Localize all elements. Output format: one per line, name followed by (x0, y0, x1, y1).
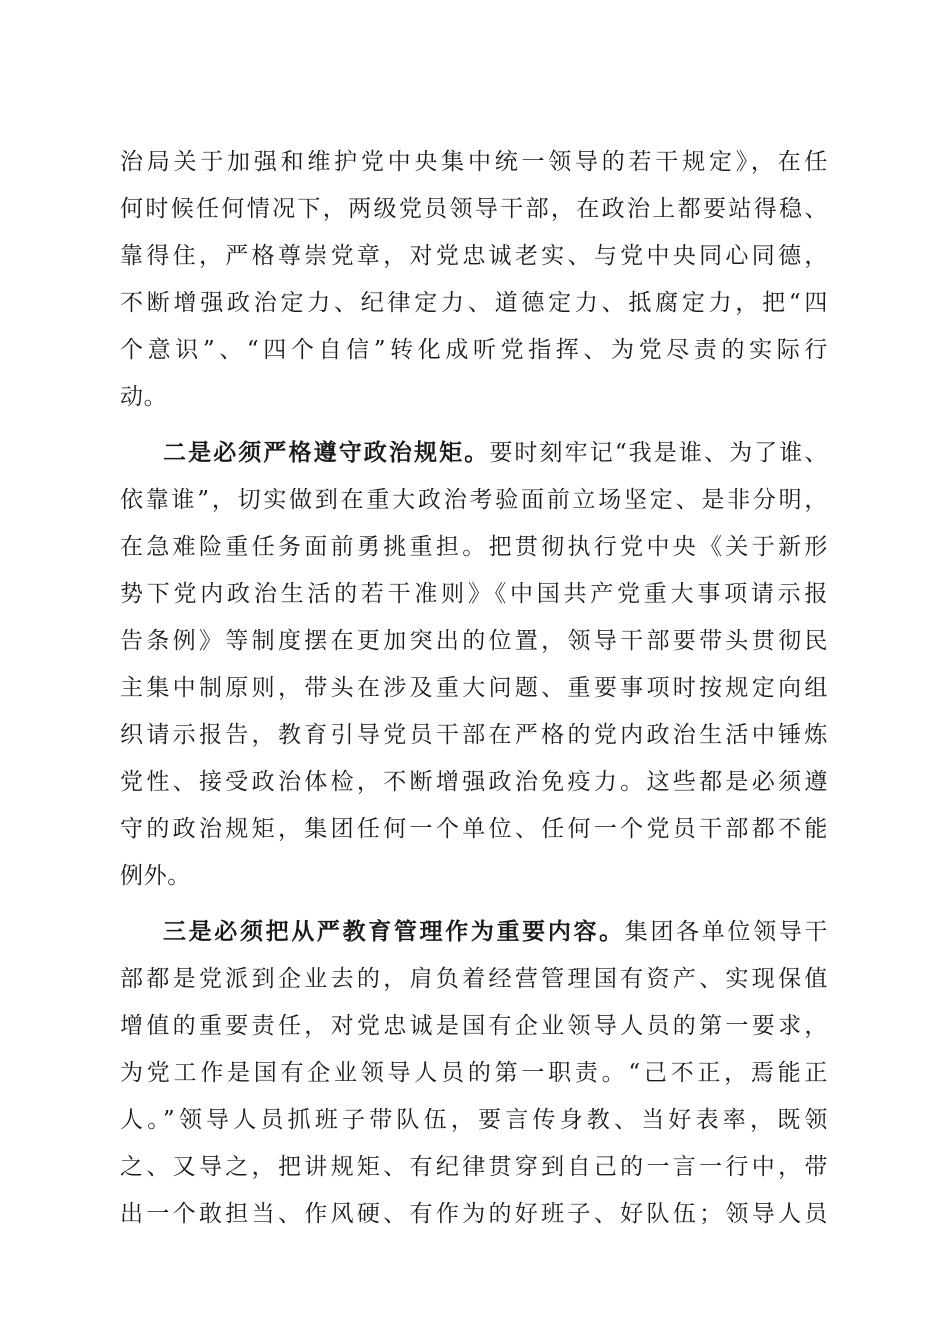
paragraph-2-heading: 二是必须严格遵守政治规矩。 (163, 439, 490, 466)
paragraph-3-line-2: 部都是党派到企业去的，肩负着经营管理国有资产、实现保值 (120, 966, 828, 992)
paragraph-3-line-6: 之、又导之，把讲规矩、有纪律贯穿到自己的一言一行中，带 (120, 1154, 828, 1180)
paragraph-2-line-8: 党性、接受政治体检，不断增强政治免疫力。这些都是必须遵 (120, 769, 828, 795)
paragraph-1-line-4: 不断增强政治定力、纪律定力、道德定力、抵腐定力，把“四 (120, 290, 828, 316)
paragraph-2-line-5: 告条例》等制度摆在更加突出的位置，领导干部要带头贯彻民 (120, 628, 828, 654)
paragraph-2-line-10: 例外。 (120, 863, 191, 889)
paragraph-3-first-line-text: 集团各单位领导干 (624, 919, 828, 945)
paragraph-2-line-2: 依靠谁”，切实做到在重大政治考验面前立场坚定、是非分明， (120, 487, 828, 513)
paragraph-3-heading: 三是必须把从严教育管理作为重要内容。 (163, 918, 625, 945)
paragraph-2-line-1 (163, 438, 828, 468)
paragraph-1-line-2: 何时候任何情况下，两级党员领导干部，在政治上都要站得稳、 (120, 196, 828, 222)
paragraph-3-line-7: 出一个敢担当、作风硬、有作为的好班子、好队伍；领导人员 (120, 1201, 828, 1227)
paragraph-2-line-4: 势下党内政治生活的若干准则》《中国共产党重大事项请示报 (120, 581, 828, 607)
paragraph-3-line-3: 增值的重要责任，对党忠诚是国有企业领导人员的第一要求， (120, 1013, 828, 1039)
paragraph-2-line-7: 织请示报告，教育引导党员干部在严格的党内政治生活中锤炼 (120, 722, 828, 748)
paragraph-2-line-3: 在急难险重任务面前勇挑重担。把贯彻执行党中央《关于新形 (120, 534, 828, 560)
paragraph-2-line-9: 守的政治规矩，集团任何一个单位、任何一个党员干部都不能 (120, 816, 828, 842)
paragraph-1-line-1: 治局关于加强和维护党中央集中统一领导的若干规定》，在任 (120, 149, 828, 175)
paragraph-1-line-6: 动。 (120, 384, 168, 410)
paragraph-1-line-5: 个意识”、“四个自信”转化成听党指挥、为党尽责的实际行 (120, 337, 828, 363)
paragraph-3-line-4: 为党工作是国有企业领导人员的第一职责。“己不正，焉能正 (120, 1060, 828, 1086)
paragraph-2-first-line-text: 要时刻牢记“我是谁、为了谁、 (489, 440, 828, 466)
paragraph-1-line-3: 靠得住，严格尊崇党章，对党忠诚老实、与党中央同心同德， (120, 243, 828, 269)
paragraph-3-line-5: 人。”领导人员抓班子带队伍，要言传身教、当好表率，既领 (120, 1107, 828, 1133)
paragraph-3-line-1 (163, 917, 828, 947)
paragraph-2-line-6: 主集中制原则，带头在涉及重大问题、重要事项时按规定向组 (120, 675, 828, 701)
